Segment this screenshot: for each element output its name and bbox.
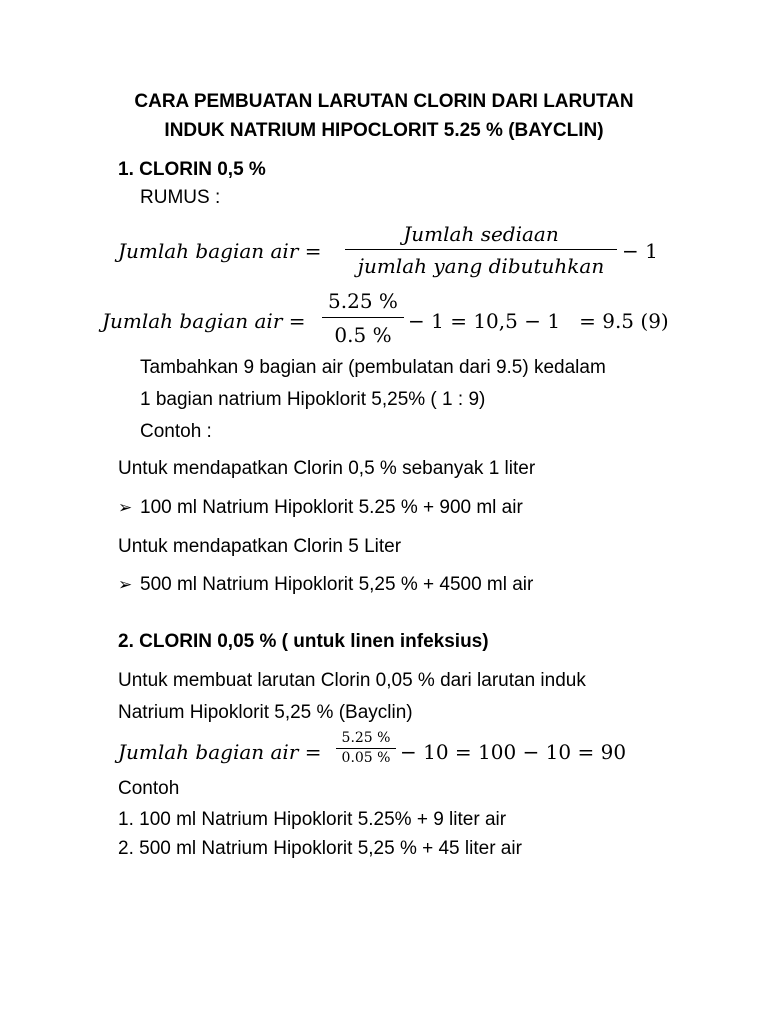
contoh-label: Contoh : xyxy=(140,421,212,442)
example-1-bullet xyxy=(118,496,523,520)
document-title-line-1: CARA PEMBUATAN LARUTAN CLORIN DARI LARUTAN xyxy=(134,91,634,112)
section-2-paragraph-line-1: Untuk membuat larutan Clorin 0,05 % dari larutan induk xyxy=(118,670,586,691)
document-title-line-2: INDUK NATRIUM HIPOCLORIT 5.25 % (BAYCLIN) xyxy=(164,120,604,141)
numeric-formula-numerator: 5.25 % xyxy=(328,289,398,313)
numeric-formula-lhs: Jumlah bagian air xyxy=(102,309,283,333)
instruction-line-2: 1 bagian natrium Hipoklorit 5,25% ( 1 : 9) xyxy=(140,389,486,410)
arrow-bullet-icon: ➢ xyxy=(118,575,133,594)
example-2-bullet-text: 500 ml Natrium Hipoklorit 5,25 % + 4500 ml air xyxy=(140,574,534,595)
section-2-formula-fraction xyxy=(336,730,396,767)
general-formula-lhs: Jumlah bagian air xyxy=(118,239,299,263)
general-formula-numerator: Jumlah sediaan xyxy=(403,222,559,246)
example-1-intro: Untuk mendapatkan Clorin 0,5 % sebanyak 1 liter xyxy=(118,458,536,479)
numeric-formula-fraction xyxy=(322,289,404,347)
arrow-bullet-icon: ➢ xyxy=(118,498,133,517)
general-formula-fraction xyxy=(345,222,617,278)
general-formula-denominator: jumlah yang dibutuhkan xyxy=(357,254,605,278)
example-1-bullet-text: 100 ml Natrium Hipoklorit 5.25 % + 900 ml air xyxy=(140,497,523,518)
section-2-item-2: 2. 500 ml Natrium Hipoklorit 5,25 % + 45 liter air xyxy=(118,838,522,859)
general-formula-tail: − 1 xyxy=(622,239,658,263)
section-2-heading: 2. CLORIN 0,05 % ( untuk linen infeksius) xyxy=(118,631,489,652)
section-2-contoh-label: Contoh xyxy=(118,778,180,799)
section-2-paragraph-line-2: Natrium Hipoklorit 5,25 % (Bayclin) xyxy=(118,702,413,723)
numeric-formula-denominator: 0.5 % xyxy=(334,323,392,347)
example-2-intro: Untuk mendapatkan Clorin 5 Liter xyxy=(118,536,402,557)
section-2-formula-numerator: 5.25 % xyxy=(341,730,391,746)
numeric-formula-tail: − 1 = 10,5 − 1 = 9.5 (9) xyxy=(408,309,669,333)
section-2-item-1: 1. 100 ml Natrium Hipoklorit 5.25% + 9 liter air xyxy=(118,809,507,830)
rumus-label: RUMUS : xyxy=(140,187,221,208)
example-2-bullet xyxy=(118,573,533,597)
section-2-formula-denominator: 0.05 % xyxy=(341,750,391,766)
instruction-line-1: Tambahkan 9 bagian air (pembulatan dari 9.5) kedalam xyxy=(140,357,606,378)
section-2-formula-tail: − 10 = 100 − 10 = 90 xyxy=(400,740,627,764)
section-1-heading: 1. CLORIN 0,5 % xyxy=(118,159,266,180)
section-2-formula-lhs: Jumlah bagian air xyxy=(118,740,299,764)
